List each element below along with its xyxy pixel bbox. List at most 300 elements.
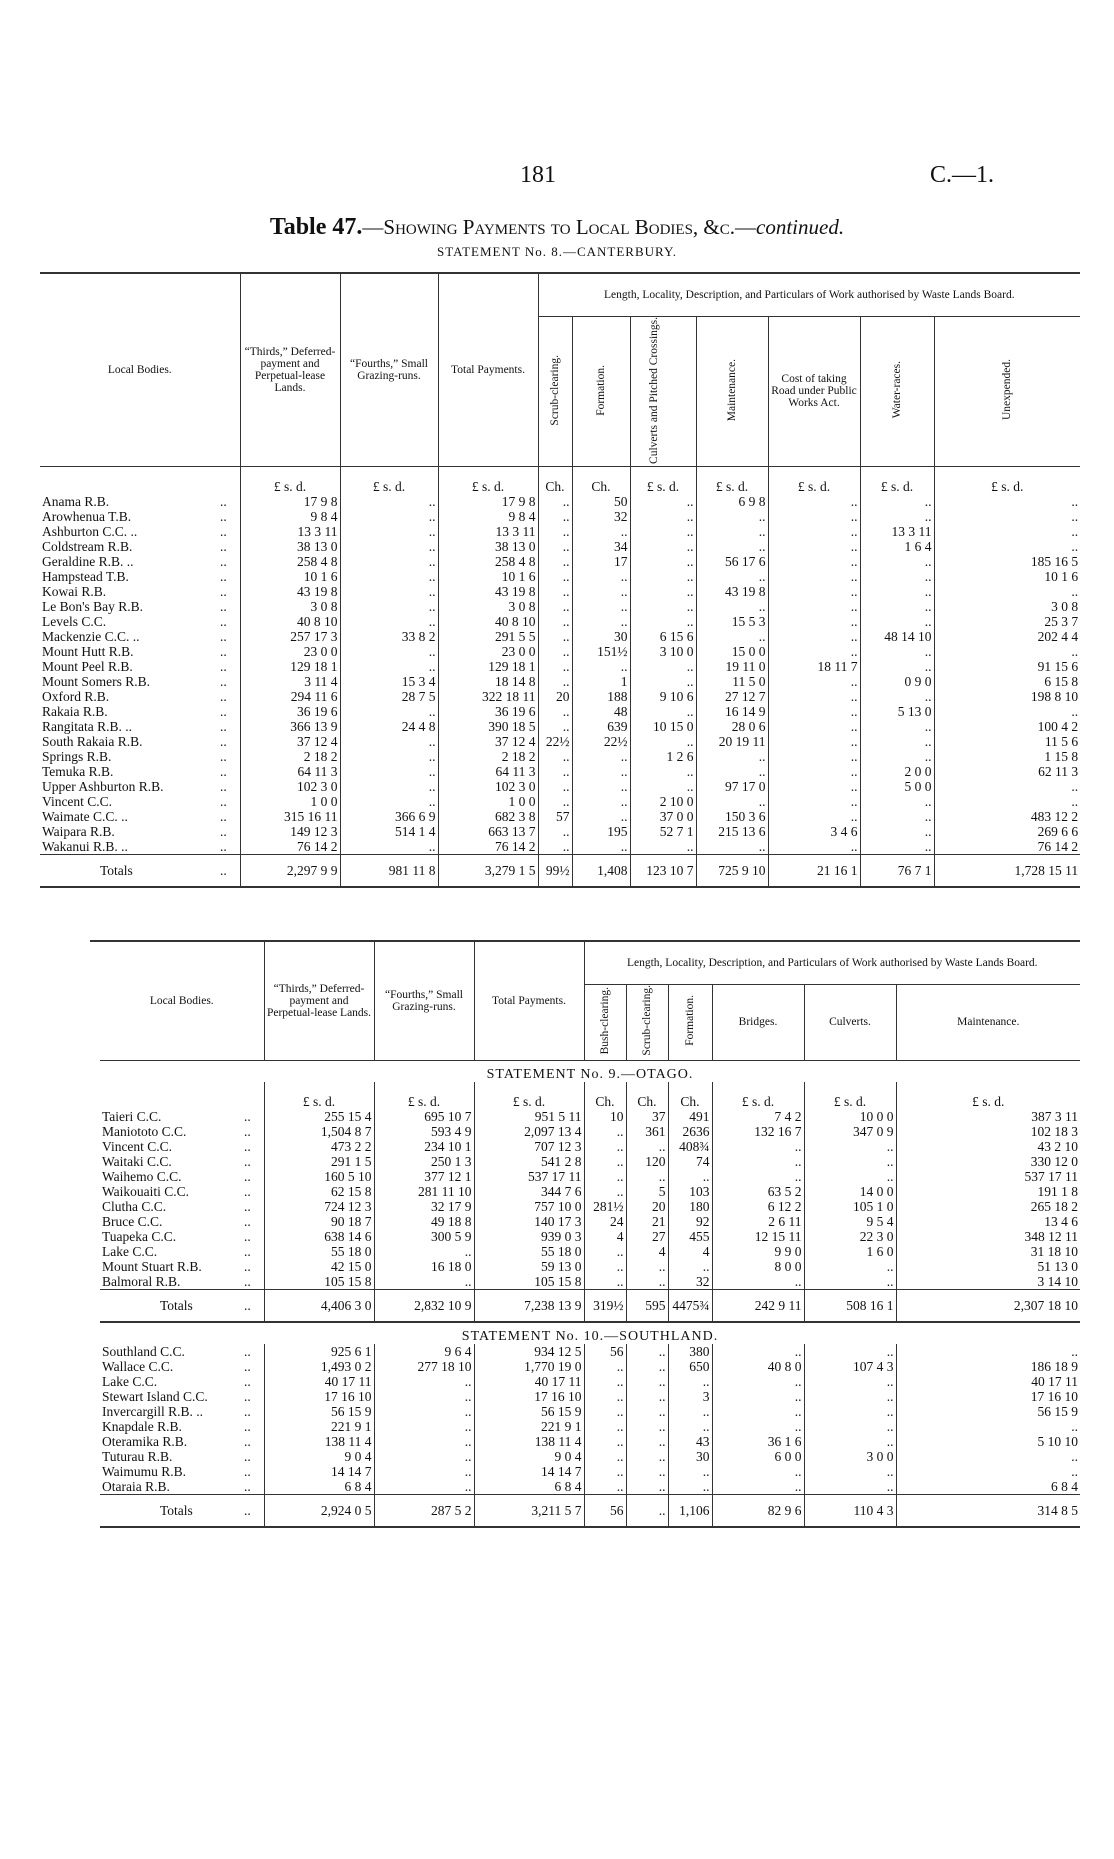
leader-dots: .. — [220, 764, 227, 780]
cell-total: 3,211 5 7 — [474, 1494, 584, 1527]
cell-thirds: 2,297 9 9 — [240, 855, 340, 888]
cell-bridges: 82 9 6 — [712, 1494, 804, 1527]
table-row — [40, 524, 1080, 539]
cell-thirds: 160 5 10 — [264, 1169, 374, 1184]
cell-scrub: .. — [538, 599, 572, 614]
cell-maintenance: 150 3 6 — [696, 809, 768, 824]
table-row — [40, 614, 1080, 629]
cell-scrub: .. — [538, 749, 572, 764]
cell-formation: .. — [572, 839, 630, 855]
cell-total: 138 11 4 — [474, 1434, 584, 1449]
leader-dots: .. — [244, 1198, 251, 1214]
cell-culverts: 347 0 9 — [804, 1124, 896, 1139]
cell-total: 7,238 13 9 — [474, 1289, 584, 1322]
cell-formation: 34 — [572, 539, 630, 554]
cell-maintenance: 6 8 4 — [896, 1479, 1080, 1495]
cell-water: .. — [860, 809, 934, 824]
cell-bush: 24 — [584, 1214, 626, 1229]
table-row — [40, 659, 1080, 674]
cell-culverts: 9 5 4 — [804, 1214, 896, 1229]
cell-fourths: .. — [340, 764, 438, 779]
cell-culverts: .. — [630, 494, 696, 509]
col-local-bodies: Local Bodies. — [107, 364, 172, 377]
cell-cost_road: .. — [768, 599, 860, 614]
cell-bush: 281½ — [584, 1199, 626, 1214]
totals-row — [40, 855, 1080, 888]
cell-scrub: .. — [626, 1374, 668, 1389]
cell-total: 541 2 8 — [474, 1154, 584, 1169]
table-label: Table 47. — [269, 214, 363, 240]
cell-thirds: 638 14 6 — [264, 1229, 374, 1244]
units-blank — [100, 1082, 242, 1109]
local-body-name: Lake C.C. — [102, 1243, 158, 1259]
cell-fourths: 2,832 10 9 — [374, 1289, 474, 1322]
cell-maintenance: .. — [696, 539, 768, 554]
cell-formation: .. — [572, 809, 630, 824]
unit-label: £ s. d. — [860, 467, 934, 495]
cell-maintenance: 5 10 10 — [896, 1434, 1080, 1449]
cell-bush: .. — [584, 1274, 626, 1290]
table-row — [40, 779, 1080, 794]
cell-maintenance: .. — [696, 524, 768, 539]
cell-fourths: 300 5 9 — [374, 1229, 474, 1244]
cell-total: 682 3 8 — [438, 809, 538, 824]
cell-total: 10 1 6 — [438, 569, 538, 584]
cell-formation: .. — [572, 794, 630, 809]
cell-formation: 92 — [668, 1214, 712, 1229]
cell-culverts: .. — [804, 1139, 896, 1154]
cell-total: 2,097 13 4 — [474, 1124, 584, 1139]
cell-maintenance: 19 11 0 — [696, 659, 768, 674]
cell-culverts: .. — [630, 839, 696, 855]
cell-thirds: 4,406 3 0 — [264, 1289, 374, 1322]
cell-thirds: 1 0 0 — [240, 794, 340, 809]
cell-thirds: 43 19 8 — [240, 584, 340, 599]
cell-scrub: .. — [626, 1434, 668, 1449]
cell-culverts: 107 4 3 — [804, 1359, 896, 1374]
statement-8-label: STATEMENT No. 8.—CANTERBURY. — [437, 244, 677, 259]
table-row — [100, 1139, 1080, 1154]
cell-total: 55 18 0 — [474, 1244, 584, 1259]
cell-culverts: .. — [630, 539, 696, 554]
cell-formation: 4475¾ — [668, 1289, 712, 1322]
cell-formation: .. — [572, 764, 630, 779]
table-row — [40, 509, 1080, 524]
cell-water: .. — [860, 749, 934, 764]
cell-water: .. — [860, 554, 934, 569]
cell-scrub: 20 — [538, 689, 572, 704]
cell-bridges: 242 9 11 — [712, 1289, 804, 1322]
cell-unexpended: .. — [934, 644, 1080, 659]
cell-water: .. — [860, 794, 934, 809]
cell-formation: 151½ — [572, 644, 630, 659]
cell-scrub: .. — [538, 794, 572, 809]
cell-formation: .. — [668, 1169, 712, 1184]
cell-bridges: 6 0 0 — [712, 1449, 804, 1464]
col2-bridges: Bridges. — [712, 984, 804, 1060]
cell-scrub: 21 — [626, 1214, 668, 1229]
cell-unexpended: 3 0 8 — [934, 599, 1080, 614]
cell-fourths: .. — [340, 509, 438, 524]
cell-bridges: 6 12 2 — [712, 1199, 804, 1214]
cell-scrub: .. — [626, 1419, 668, 1434]
cell-unexpended: 11 5 6 — [934, 734, 1080, 749]
page-number: 181 — [520, 162, 556, 188]
cell-culverts: .. — [804, 1464, 896, 1479]
cell-bush: .. — [584, 1169, 626, 1184]
cell-scrub: .. — [626, 1344, 668, 1359]
cell-maintenance: 102 18 3 — [896, 1124, 1080, 1139]
local-body-name: Waipara R.B. — [42, 824, 115, 840]
cell-maintenance: 3 14 10 — [896, 1274, 1080, 1290]
cell-scrub: 5 — [626, 1184, 668, 1199]
table-row — [40, 494, 1080, 509]
local-body-name: Stewart Island C.C. — [102, 1388, 208, 1404]
table-row — [40, 689, 1080, 704]
statement-10 — [100, 1322, 1080, 1344]
cell-bush: .. — [584, 1139, 626, 1154]
cell-total: 23 0 0 — [438, 644, 538, 659]
cell-culverts: 123 10 7 — [630, 855, 696, 888]
cell-maintenance: 6 9 8 — [696, 494, 768, 509]
cell-maintenance: 330 12 0 — [896, 1154, 1080, 1169]
table-row — [40, 719, 1080, 734]
cell-cost_road: .. — [768, 509, 860, 524]
cell-culverts: 2 10 0 — [630, 794, 696, 809]
cell-formation: 30 — [572, 629, 630, 644]
cell-culverts: .. — [804, 1404, 896, 1419]
cell-scrub: .. — [626, 1139, 668, 1154]
cell-fourths: .. — [340, 524, 438, 539]
cell-maintenance: .. — [696, 629, 768, 644]
cell-fourths: .. — [340, 584, 438, 599]
table-row — [100, 1464, 1080, 1479]
cell-fourths: .. — [374, 1464, 474, 1479]
leader-dots: .. — [220, 704, 227, 720]
cell-maintenance: .. — [696, 599, 768, 614]
cell-maintenance: 43 19 8 — [696, 584, 768, 599]
leader-dots: .. — [244, 1228, 251, 1244]
cell-thirds: 14 14 7 — [264, 1464, 374, 1479]
cell-total: 707 12 3 — [474, 1139, 584, 1154]
cell-fourths: .. — [340, 539, 438, 554]
cell-maintenance: .. — [696, 794, 768, 809]
cell-total: 43 19 8 — [438, 584, 538, 599]
table-row — [100, 1154, 1080, 1169]
cell-fourths: 281 11 10 — [374, 1184, 474, 1199]
cell-fourths: .. — [340, 599, 438, 614]
cell-formation: 1,106 — [668, 1494, 712, 1527]
unit-label: £ s. d. — [804, 1082, 896, 1109]
local-body-name: Coldstream R.B. — [42, 539, 133, 555]
cell-total: 140 17 3 — [474, 1214, 584, 1229]
cell-fourths: .. — [340, 734, 438, 749]
local-body-name: Oxford R.B. — [42, 689, 110, 705]
cell-culverts: 10 0 0 — [804, 1109, 896, 1124]
cell-fourths: .. — [340, 554, 438, 569]
statement-9-label: STATEMENT No. 9.—OTAGO. — [486, 1066, 694, 1082]
cell-culverts: .. — [630, 764, 696, 779]
col-thirds: “Thirds,” Deferred-payment and Perpetual-lease Lands. — [240, 274, 340, 467]
cell-fourths: .. — [340, 494, 438, 509]
cell-culverts: 6 15 6 — [630, 629, 696, 644]
cell-formation: .. — [572, 779, 630, 794]
cell-formation: 43 — [668, 1434, 712, 1449]
cell-maintenance: 348 12 11 — [896, 1229, 1080, 1244]
leader-dots: .. — [220, 644, 227, 660]
cell-unexpended: .. — [934, 539, 1080, 554]
cell-fourths: .. — [374, 1374, 474, 1389]
cell-maintenance: .. — [896, 1464, 1080, 1479]
cell-thirds: 64 11 3 — [240, 764, 340, 779]
cell-cost_road: .. — [768, 689, 860, 704]
cell-culverts: 52 7 1 — [630, 824, 696, 839]
cell-culverts: 1 6 0 — [804, 1244, 896, 1259]
cell-total: 37 12 4 — [438, 734, 538, 749]
cell-thirds: 2,924 0 5 — [264, 1494, 374, 1527]
cell-fourths: .. — [340, 644, 438, 659]
cell-bush: .. — [584, 1259, 626, 1274]
cell-total: 344 7 6 — [474, 1184, 584, 1199]
cell-thirds: 38 13 0 — [240, 539, 340, 554]
cell-scrub: .. — [538, 629, 572, 644]
cell-fourths: .. — [374, 1434, 474, 1449]
cell-cost_road: .. — [768, 749, 860, 764]
leader-dots: .. — [244, 1388, 251, 1404]
cell-culverts: 37 0 0 — [630, 809, 696, 824]
cell-bush: .. — [584, 1434, 626, 1449]
cell-scrub: .. — [538, 524, 572, 539]
leader-dots: .. — [244, 1463, 251, 1479]
cell-bridges: 36 1 6 — [712, 1434, 804, 1449]
local-body-name: Taieri C.C. — [102, 1108, 162, 1124]
cell-scrub: .. — [538, 494, 572, 509]
col-maintenance: Maintenance. — [726, 358, 738, 422]
table-row — [100, 1199, 1080, 1214]
leader-dots: .. — [220, 674, 227, 690]
cell-cost_road: .. — [768, 674, 860, 689]
cell-maintenance: .. — [896, 1449, 1080, 1464]
leader-dots: .. — [220, 554, 227, 570]
cell-scrub: .. — [538, 554, 572, 569]
cell-bridges: 40 8 0 — [712, 1359, 804, 1374]
cell-formation: .. — [572, 584, 630, 599]
table-title — [0, 214, 1114, 241]
cell-thirds: 90 18 7 — [264, 1214, 374, 1229]
table-row — [100, 1419, 1080, 1434]
local-body-name: Mackenzie C.C. .. — [42, 629, 140, 645]
table-row — [100, 1229, 1080, 1244]
cell-unexpended: 6 15 8 — [934, 674, 1080, 689]
table-row — [40, 794, 1080, 809]
leader-dots: .. — [220, 614, 227, 630]
leader-dots: .. — [220, 659, 227, 675]
cell-scrub: .. — [626, 1169, 668, 1184]
document-code: C.—1. — [930, 162, 995, 188]
cell-bridges: .. — [712, 1419, 804, 1434]
cell-unexpended: 198 8 10 — [934, 689, 1080, 704]
cell-total: 221 9 1 — [474, 1419, 584, 1434]
leader-dots: .. — [244, 1213, 251, 1229]
unit-label: £ s. d. — [474, 1082, 584, 1109]
leader-dots: .. — [220, 629, 227, 645]
cell-scrub: 595 — [626, 1289, 668, 1322]
cell-fourths: 593 4 9 — [374, 1124, 474, 1139]
cell-scrub: 20 — [626, 1199, 668, 1214]
cell-thirds: 129 18 1 — [240, 659, 340, 674]
cell-cost_road: .. — [768, 539, 860, 554]
cell-culverts: .. — [804, 1434, 896, 1449]
cell-thirds: 13 3 11 — [240, 524, 340, 539]
cell-culverts: .. — [804, 1389, 896, 1404]
cell-thirds: 1,504 8 7 — [264, 1124, 374, 1139]
cell-water: 1 6 4 — [860, 539, 934, 554]
leader-dots: .. — [218, 855, 240, 888]
cell-cost_road: .. — [768, 494, 860, 509]
cell-scrub: .. — [626, 1259, 668, 1274]
cell-culverts: .. — [804, 1419, 896, 1434]
col-water-races: Water-races. — [891, 361, 903, 419]
local-body-name: Waimate C.C. .. — [42, 809, 128, 825]
cell-thirds: 40 17 11 — [264, 1374, 374, 1389]
local-body-name: Ashburton C.C. .. — [42, 524, 138, 540]
cell-total: 13 3 11 — [438, 524, 538, 539]
cell-maintenance: 215 13 6 — [696, 824, 768, 839]
local-body-name: Lake C.C. — [102, 1373, 158, 1389]
cell-thirds: 255 15 4 — [264, 1109, 374, 1124]
cell-fourths: 981 11 8 — [340, 855, 438, 888]
cell-formation: .. — [668, 1464, 712, 1479]
leader-dots: .. — [244, 1373, 251, 1389]
cell-fourths: .. — [340, 569, 438, 584]
cell-culverts: 1 2 6 — [630, 749, 696, 764]
cell-bush: 56 — [584, 1344, 626, 1359]
cell-maintenance: 265 18 2 — [896, 1199, 1080, 1214]
cell-water: .. — [860, 839, 934, 855]
cell-scrub: .. — [626, 1359, 668, 1374]
col2-fourths: “Fourths,” Small Grazing-runs. — [374, 942, 474, 1060]
cell-formation: 22½ — [572, 734, 630, 749]
cell-water: .. — [860, 509, 934, 524]
cell-fourths: 9 6 4 — [374, 1344, 474, 1359]
table-row — [100, 1109, 1080, 1124]
cell-thirds: 3 11 4 — [240, 674, 340, 689]
cell-fourths: .. — [374, 1479, 474, 1495]
statement-9 — [100, 1060, 1080, 1082]
cell-total: 322 18 11 — [438, 689, 538, 704]
local-body-name: Wallace C.C. — [102, 1358, 174, 1374]
cell-thirds: 315 16 11 — [240, 809, 340, 824]
local-body-name: Vincent C.C. — [42, 794, 113, 810]
cell-total: 291 5 5 — [438, 629, 538, 644]
cell-fourths: .. — [340, 704, 438, 719]
col-formation: Formation. — [595, 364, 607, 416]
table-row — [40, 644, 1080, 659]
cell-thirds: 6 8 4 — [264, 1479, 374, 1495]
cell-maintenance: 537 17 11 — [896, 1169, 1080, 1184]
cell-total: 56 15 9 — [474, 1404, 584, 1419]
local-body-name: Geraldine R.B. .. — [42, 554, 134, 570]
cell-total: 9 8 4 — [438, 509, 538, 524]
cell-water: .. — [860, 689, 934, 704]
cell-total: 934 12 5 — [474, 1344, 584, 1359]
cell-formation: .. — [572, 659, 630, 674]
cell-thirds: 55 18 0 — [264, 1244, 374, 1259]
leader-dots: .. — [242, 1289, 264, 1322]
local-body-name: Waikouaiti C.C. — [102, 1183, 190, 1199]
local-body-name: Vincent C.C. — [102, 1138, 173, 1154]
cell-bush: 319½ — [584, 1289, 626, 1322]
cell-bush: .. — [584, 1154, 626, 1169]
local-body-name: Mount Stuart R.B. — [102, 1258, 202, 1274]
cell-total: 17 16 10 — [474, 1389, 584, 1404]
cell-culverts: 9 10 6 — [630, 689, 696, 704]
cell-thirds: 40 8 10 — [240, 614, 340, 629]
local-body-name: Arowhenua T.B. — [42, 509, 132, 525]
cell-bush: .. — [584, 1479, 626, 1495]
cell-fourths: 49 18 8 — [374, 1214, 474, 1229]
statement-10-label: STATEMENT No. 10.—SOUTHLAND. — [461, 1328, 719, 1344]
cell-scrub: .. — [538, 659, 572, 674]
cell-bush: .. — [584, 1464, 626, 1479]
cell-thirds: 366 13 9 — [240, 719, 340, 734]
col2-maintenance: Maintenance. — [896, 984, 1080, 1060]
cell-maintenance: 15 0 0 — [696, 644, 768, 659]
cell-formation: .. — [572, 599, 630, 614]
local-body-name: Mount Somers R.B. — [42, 674, 151, 690]
unit-label: Ch. — [538, 467, 572, 495]
leader-dots: .. — [244, 1258, 251, 1274]
leader-dots: .. — [220, 524, 227, 540]
table-row — [100, 1214, 1080, 1229]
cell-maintenance: 97 17 0 — [696, 779, 768, 794]
local-body-name: Totals — [40, 855, 218, 888]
cell-scrub: .. — [626, 1449, 668, 1464]
cell-thirds: 258 4 8 — [240, 554, 340, 569]
cell-formation: 650 — [668, 1359, 712, 1374]
cell-scrub: .. — [538, 839, 572, 855]
cell-formation: .. — [668, 1374, 712, 1389]
cell-thirds: 473 2 2 — [264, 1139, 374, 1154]
local-body-name: Otaraia R.B. — [102, 1478, 170, 1494]
cell-total: 59 13 0 — [474, 1259, 584, 1274]
table-row — [100, 1184, 1080, 1199]
cell-unexpended: .. — [934, 779, 1080, 794]
cell-fourths: .. — [374, 1274, 474, 1290]
cell-formation: .. — [668, 1479, 712, 1495]
cell-unexpended: 10 1 6 — [934, 569, 1080, 584]
unit-label: £ s. d. — [712, 1082, 804, 1109]
col2-total-payments: Total Payments. — [474, 942, 584, 1060]
cell-thirds: 17 16 10 — [264, 1389, 374, 1404]
leader-dots: .. — [220, 509, 227, 525]
cell-water: 76 7 1 — [860, 855, 934, 888]
cell-bridges: 132 16 7 — [712, 1124, 804, 1139]
cell-unexpended: 76 14 2 — [934, 839, 1080, 855]
cell-water: 48 14 10 — [860, 629, 934, 644]
col2-scrub-clearing: Scrub-clearing. — [641, 985, 653, 1056]
cell-maintenance: .. — [696, 569, 768, 584]
units-blank — [40, 467, 218, 495]
leader-dots: .. — [220, 779, 227, 795]
cell-bridges: 8 0 0 — [712, 1259, 804, 1274]
cell-culverts: 508 16 1 — [804, 1289, 896, 1322]
cell-cost_road: .. — [768, 584, 860, 599]
cell-formation: 1,408 — [572, 855, 630, 888]
cell-bridges: 7 4 2 — [712, 1109, 804, 1124]
cell-maintenance: 56 15 9 — [896, 1404, 1080, 1419]
cell-fourths: 287 5 2 — [374, 1494, 474, 1527]
